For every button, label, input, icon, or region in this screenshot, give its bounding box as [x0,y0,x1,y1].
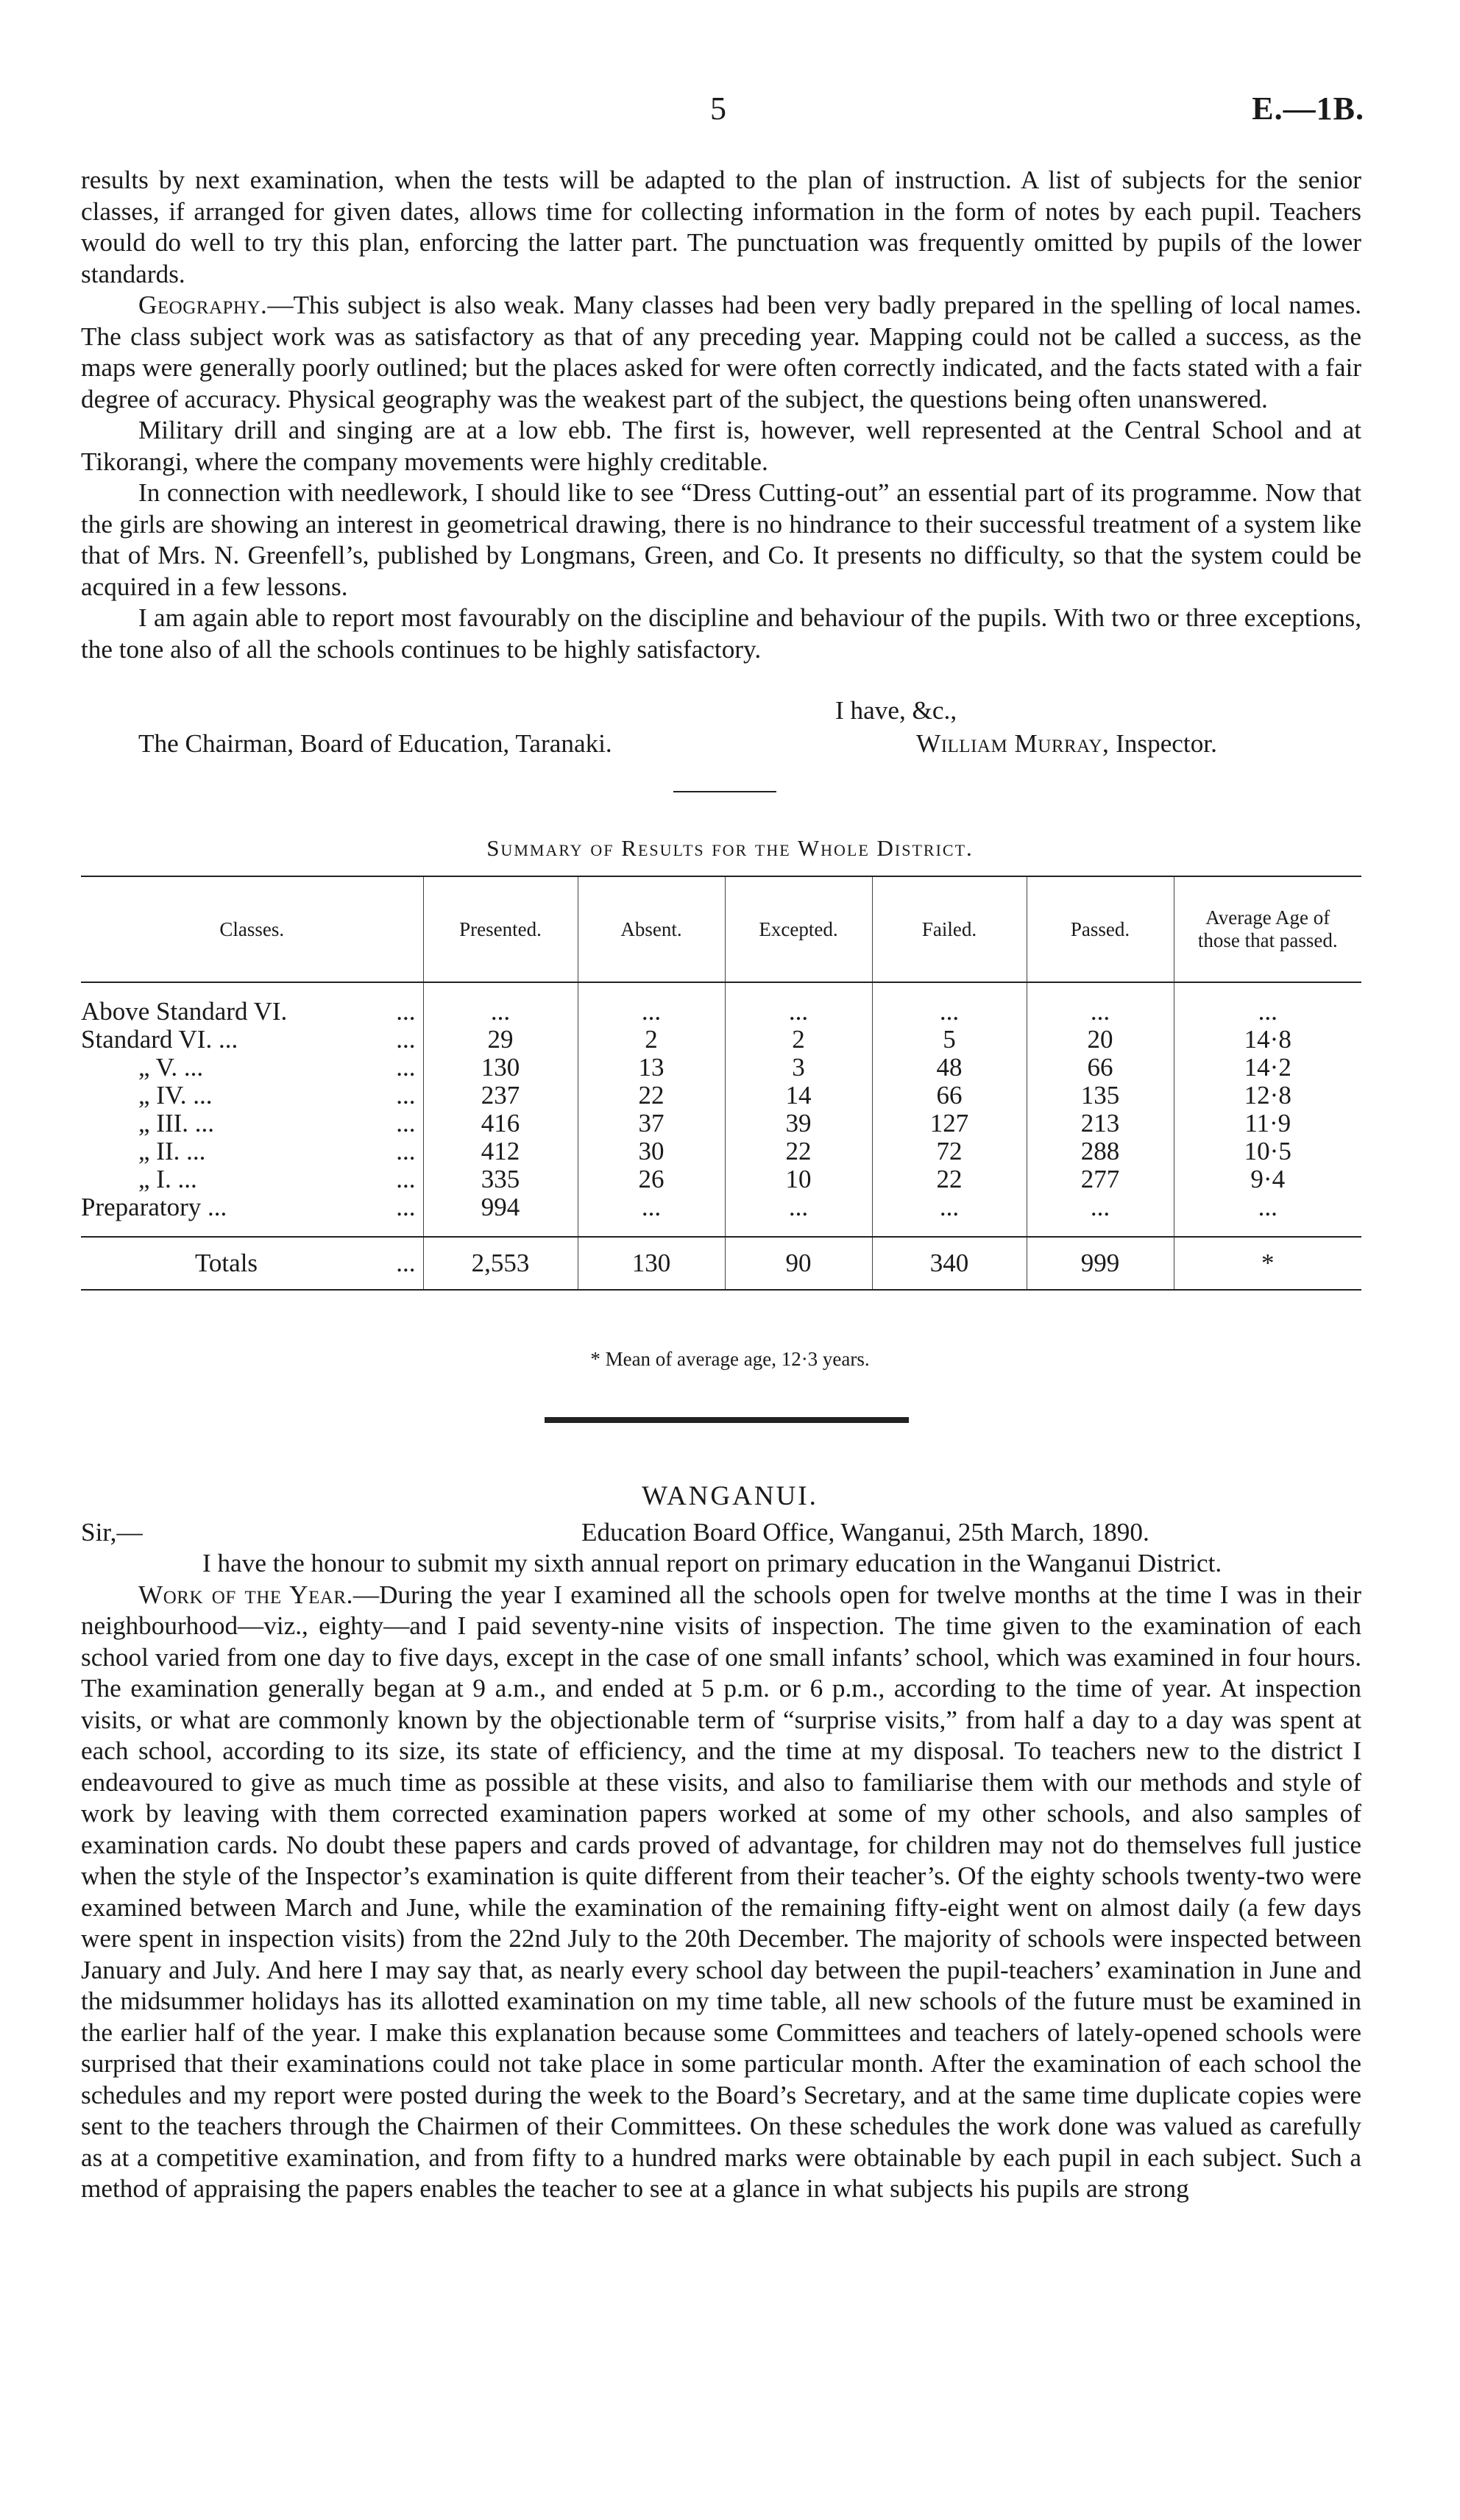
column-header: Excepted. [725,876,872,982]
signature-name: William Murray, [916,729,1110,758]
average-age-cell: 14·8 [1174,1026,1361,1054]
salutation: Sir,— [81,1518,143,1547]
leader-dots: ... [396,1053,416,1082]
summary-table [81,876,1361,1291]
passed-cell: ... [1027,1193,1174,1221]
table-row [81,1054,1361,1082]
paragraph-geography [81,290,1361,415]
table-spacer [81,1221,1361,1237]
table-row [81,998,1361,1026]
presented-cell: 237 [423,1082,578,1110]
row-label: „ I. ... [138,1165,197,1193]
absent-cell: ... [578,1193,725,1221]
totals-row [81,1237,1361,1290]
table-spacer [81,982,1361,998]
absent-total: 130 [578,1237,725,1290]
table-row [81,1026,1361,1054]
page-header [0,90,1460,134]
section-separator-bar [545,1417,909,1423]
failed-cell: 127 [872,1110,1027,1137]
failed-cell: 72 [872,1137,1027,1165]
absent-cell: 2 [578,1026,725,1054]
geography-heading: Geography. [138,291,268,319]
totals-label: Totals [195,1249,258,1277]
presented-cell: 416 [423,1110,578,1137]
absent-cell: 37 [578,1110,725,1137]
row-label: „ IV. ... [138,1081,213,1110]
absent-cell: 26 [578,1165,725,1193]
leader-dots: ... [396,1165,416,1193]
work-text: —During the year I examined all the schools open for twelve months at the time I was in their neighbourhood—viz., eighty—and I paid seventy-nine visits of inspection. The time given to the examination of each school varied from one day to five days, except in the case of one small infants’ school, which was examined in four hours. The examination generally began at 9 a.m., and ended at 5 p.m. or 6 p.m., according to the time of year. At inspection visits, or what are commonly known by the objectionable term of “surprise visits,” from half a day to a day was spent at each school, according to its size, its state of efficiency, and the time at my disposal. To teachers new to the district I endeavoured to give as much time as possible at these visits, and also to familiarise them with our methods and style of work by leaving with them corrected examination papers worked at some of my other schools, and also samples of examination cards. No doubt these papers and cards proved of advantage, for children may not do themselves full justice when the style of the Inspector’s examination is quite different from their teacher’s. Of the eighty schools twenty-two were examined between March and June, while the examination of the remaining fifty-eight went on almost daily (a few days were spent in inspection visits) from the 22nd July to the 20th December. The majority of schools were inspected between January and July. And here I may say that, as nearly every school day between the pupil-teachers’ examination in June and the midsummer holidays has its allotted examination on my time table, all new schools of the future must be examined in the earlier half of the year. I make this explanation because some Committees and teachers of lately-opened schools were surprised that their examinations could not take place in some particular month. After the examination of each school the schedules and my report were posted during the week to the Board’s Secretary, and at the same time duplicate copies were sent to the teachers through the Chairmen of their Committees. On these schedules the work done was valued as carefully as at a competitive examination, and from fifty to a hundred marks were obtainable by each pupil in each subject. Such a method of appraising the papers enables the teacher to see at a glance in what subjects his pupils are strong [81,1580,1362,2203]
excepted-cell: 14 [725,1082,872,1110]
column-header: Absent. [578,876,725,982]
column-header: Failed. [872,876,1027,982]
paragraph-work-of-year [81,1580,1361,2205]
excepted-cell: ... [725,1193,872,1221]
paragraph-drill: Military drill and singing are at a low ebb. The first is, however, well represented at the Central School and at Tikorangi, where the company movements were highly creditable. [81,416,1361,476]
table-row [81,1110,1361,1137]
excepted-total: 90 [725,1237,872,1290]
excepted-cell: 10 [725,1165,872,1193]
row-label: „ V. ... [138,1053,204,1082]
table-row [81,1165,1361,1193]
average-age-cell: ... [1174,1193,1361,1221]
failed-cell: ... [872,998,1027,1026]
summary-title: Summary of Results for the Whole District. [486,835,974,861]
excepted-cell: 3 [725,1054,872,1082]
row-label: Above Standard VI. [81,997,288,1026]
failed-cell: 66 [872,1082,1027,1110]
column-header: Presented. [423,876,578,982]
presented-cell: 130 [423,1054,578,1082]
paragraph-intro: I have the honour to submit my sixth annual report on primary education in the Wanganui District. [202,1549,1222,1577]
passed-cell: ... [1027,998,1174,1026]
leader-dots: ... [396,1249,416,1277]
leader-dots: ... [396,1025,416,1054]
column-header: Classes. [81,876,423,982]
column-header: Average Age of those that passed. [1174,876,1361,982]
average-age-cell: 10·5 [1174,1137,1361,1165]
row-label: „ II. ... [138,1137,206,1165]
summary-header-row [81,876,1361,982]
presented-cell: 335 [423,1165,578,1193]
table-row [81,1082,1361,1110]
excepted-cell: 2 [725,1026,872,1054]
absent-cell: 30 [578,1137,725,1165]
series-code: E.—1B. [1252,90,1364,127]
section-divider [673,791,776,792]
absent-cell: 22 [578,1082,725,1110]
taranaki-report-continuation [81,165,1361,665]
row-label: Standard VI. ... [81,1025,238,1054]
average-age-cell: 9·4 [1174,1165,1361,1193]
leader-dots: ... [396,997,416,1026]
failed-cell: 22 [872,1165,1027,1193]
passed-cell: 20 [1027,1026,1174,1054]
signature [916,728,1217,760]
work-heading: Work of the Year. [138,1580,353,1609]
dateline: Education Board Office, Wanganui, 25th March, 1890. [581,1518,1149,1547]
absent-cell: ... [578,998,725,1026]
paragraph-results: results by next examination, when the tests will be adapted to the plan of instruction. A list of subjects for the senior classes, if arranged for given dates, allows time for collecting information in the form of notes by each pupil. Teachers would do well to try this plan, enforcing the latter part. The punctuation was frequently omitted by pupils of the lower standards. [81,166,1361,288]
leader-dots: ... [396,1193,416,1221]
average-age-cell: ... [1174,998,1361,1026]
passed-cell: 66 [1027,1054,1174,1082]
wanganui-report [81,1548,1361,2205]
presented-cell: ... [423,998,578,1026]
addressee: The Chairman, Board of Education, Taranaki. [138,729,612,758]
row-label: Preparatory ... [81,1193,227,1221]
absent-cell: 13 [578,1054,725,1082]
row-label: „ III. ... [138,1109,215,1137]
paragraph-needlework: In connection with needlework, I should like to see “Dress Cutting-out” an essential part of its programme. Now that the girls are showing an interest in geometrical drawing, there is no hindrance to their successful treatment of a system like that of Mrs. N. Greenfell’s, published by Longmans, Green, and Co. It presents no difficulty, so that the system could be acquired in a few lessons. [81,478,1361,601]
excepted-cell: 39 [725,1110,872,1137]
table-row [81,1193,1361,1221]
leader-dots: ... [396,1137,416,1165]
signature-title: Inspector. [1116,729,1217,758]
table-footnote: * Mean of average age, 12·3 years. [590,1348,870,1370]
passed-cell: 135 [1027,1082,1174,1110]
presented-cell: 994 [423,1193,578,1221]
closing-formula: I have, &c., [835,696,957,725]
table-row [81,1137,1361,1165]
passed-cell: 277 [1027,1165,1174,1193]
leader-dots: ... [396,1109,416,1137]
presented-total: 2,553 [423,1237,578,1290]
failed-total: 340 [872,1237,1027,1290]
passed-cell: 288 [1027,1137,1174,1165]
wanganui-title: WANGANUI. [642,1481,818,1511]
column-header: Passed. [1027,876,1174,982]
paragraph-discipline: I am again able to report most favourably on the discipline and behaviour of the pupils. With two or three exceptions, the tone also of all the schools continues to be highly satisfactory. [81,603,1361,664]
leader-dots: ... [396,1081,416,1110]
presented-cell: 412 [423,1137,578,1165]
failed-cell: ... [872,1193,1027,1221]
average-age-cell: 12·8 [1174,1082,1361,1110]
failed-cell: 48 [872,1054,1027,1082]
average-age-cell: 11·9 [1174,1110,1361,1137]
passed-total: 999 [1027,1237,1174,1290]
average-age-cell: 14·2 [1174,1054,1361,1082]
failed-cell: 5 [872,1026,1027,1054]
presented-cell: 29 [423,1026,578,1054]
excepted-cell: 22 [725,1137,872,1165]
excepted-cell: ... [725,998,872,1026]
passed-cell: 213 [1027,1110,1174,1137]
average-age-total: * [1174,1237,1361,1290]
page-number: 5 [710,90,726,127]
geography-text: —This subject is also weak. Many classes had been very badly prepared in the spelling of local names. The class subject work was as satisfactory as that of any preceding year. Mapping could not be called a success, as the maps were generally poorly outlined; but the places asked for were often correctly indicated, and the facts stated with a fair degree of accuracy. Physical geography was the weakest part of the subject, the questions being often unanswered. [81,291,1361,414]
